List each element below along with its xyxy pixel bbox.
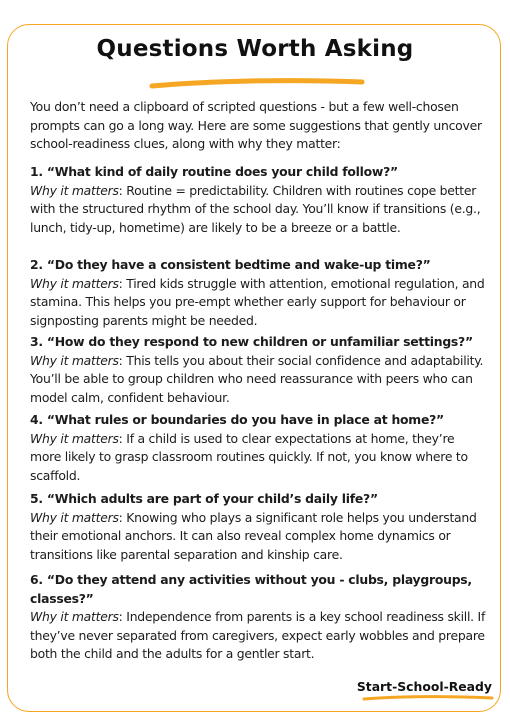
- question-3-body: Why it matters: This tells you about their social confidence and adaptability. You’ll be able to group children who need reassurance with peers who can model calm, confident behaviour.: [30, 352, 484, 405]
- question-5: [30, 490, 486, 564]
- question-6: [30, 571, 486, 664]
- question-1: [30, 163, 486, 237]
- question-6-body: Why it matters: Independence from parents is a key school readiness skill. If they’ve never separated from caregivers, expect early wobbles and prepare both the child and the adults for a gentler start.: [30, 609, 486, 661]
- question-5-heading: 5. “Which adults are part of your child’s daily life?”: [30, 491, 378, 506]
- brand-underline-stroke: [362, 694, 494, 702]
- question-3-heading: 3. “How do they respond to new children or unfamiliar settings?”: [30, 334, 473, 349]
- question-2-heading: 2. “Do they have a consistent bedtime and wake-up time?”: [30, 257, 431, 272]
- why-it-matters-label: Why it matters: [30, 609, 119, 624]
- question-6-heading: 6. “Do they attend any activities without you - clubs, playgroups, classes?”: [30, 572, 472, 606]
- question-4: [30, 411, 486, 485]
- question-4-heading: 4. “What rules or boundaries do you have in place at home?”: [30, 412, 444, 427]
- why-it-matters-label: Why it matters: [30, 182, 119, 198]
- title-underline-stroke: [148, 76, 366, 92]
- question-3: [30, 333, 486, 407]
- question-2-body: Why it matters: Tired kids struggle with attention, emotional regulation, and stamina. This helps you pre-empt whether early support for behaviour or signposting parents might be needed.: [30, 275, 485, 328]
- question-4-body: Why it matters: If a child is used to clear expectations at home, they’re more likely to grasp classroom routines quickly. If not, you know where to scaffold.: [30, 430, 468, 483]
- brand-label: Start-School-Ready: [356, 679, 492, 694]
- question-1-body: Why it matters: Routine = predictability. Children with routines cope better with the structured rhythm of the school day. You’ll know if transitions (e.g., lunch, tidy-up, hometime) are likely to be a breeze or a battle.: [30, 182, 481, 235]
- question-2: [30, 256, 486, 330]
- intro-paragraph: You don’t need a clipboard of scripted questions - but a few well-chosen prompts can go a long way. Here are some suggestions that gently uncover school-readiness clues, along with why they matter:: [30, 99, 482, 151]
- why-it-matters-label: Why it matters: [30, 352, 119, 368]
- why-it-matters-label: Why it matters: [30, 275, 119, 291]
- question-5-body: Why it matters: Knowing who plays a significant role helps you understand their emotional anchors. It can also reveal complex home dynamics or transitions like parental separation and kinship care.: [30, 509, 477, 562]
- page-title: Questions Worth Asking: [96, 36, 414, 62]
- question-1-heading: 1. “What kind of daily routine does your child follow?”: [30, 164, 398, 179]
- why-it-matters-label: Why it matters: [30, 509, 119, 525]
- why-it-matters-label: Why it matters: [30, 430, 119, 446]
